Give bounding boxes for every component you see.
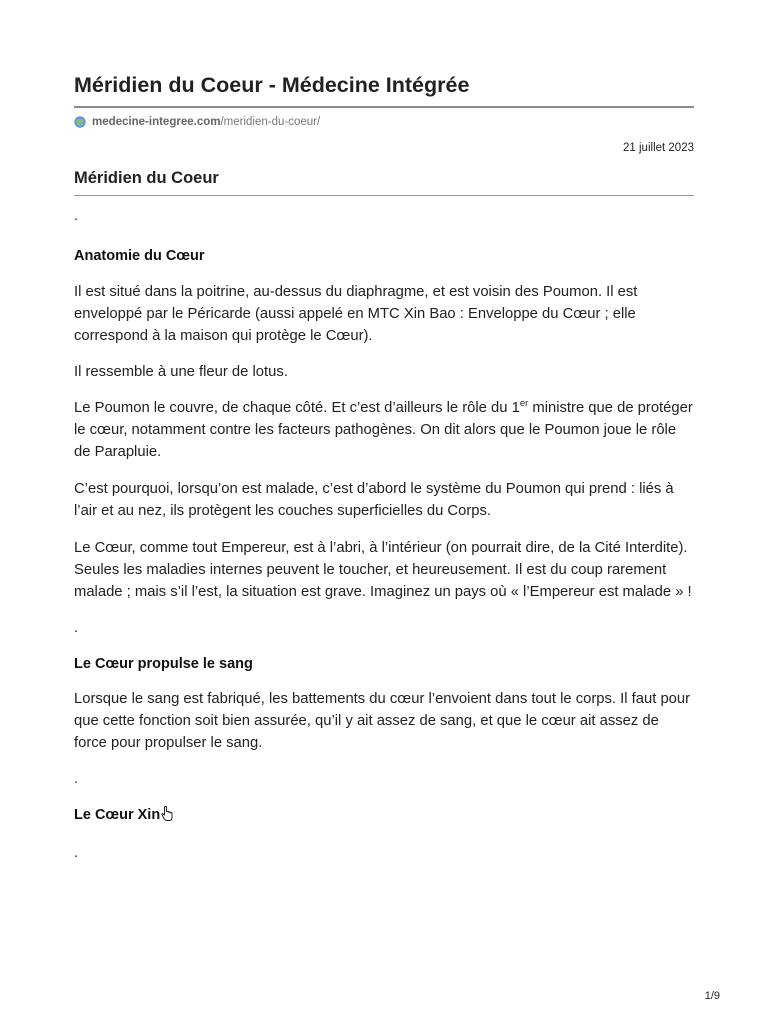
heading-anatomie: Anatomie du Cœur [74,248,205,264]
superscript-er: er [519,398,529,410]
section-title: Méridien du Coeur [74,169,219,187]
section-divider [74,195,694,196]
hand-cursor-icon [161,806,173,822]
paragraph-4: C’est pourquoi, lorsqu’on est malade, c’est d’abord le système du Poumon qui prend : liés à l’air et au nez, ils protègent les couches superficielles du Corps. [74,481,674,519]
source-link[interactable] [74,115,694,129]
page-number: 1/9 [704,990,720,1002]
globe-icon [74,116,86,128]
paragraph-1: Il est situé dans la poitrine, au-dessus du diaphragme, et est voisin des Poumon. Il est enveloppé par le Péricarde (aussi appelé en MTC Xin Bao : Enveloppe du Cœur ; elle correspond à la maison qui protège le Cœur). [74,284,638,344]
paragraph-6: Lorsque le sang est fabriqué, les battements du cœur l’envoient dans tout le corps. Il faut pour que cette fonction soit bien assurée, qu’il y ait assez de sang, et que le cœur ait assez de force pour propulser le sang. [74,691,691,751]
title-divider [74,106,694,108]
separator-dot: . [74,620,79,636]
paragraph-3-end: ministre que de protéger le cœur, notamment contre les facteurs pathogènes. On dit alors que le Poumon joue le rôle de Parapluie. [74,400,693,460]
heading-propulse: Le Cœur propulse le sang [74,656,253,672]
document-date: 21 juillet 2023 [623,142,694,154]
heading-xin [74,804,694,826]
document-title: Méridien du Coeur - Médecine Intégrée [74,73,470,97]
separator-dot: . [74,845,79,861]
heading-xin-text: Le Cœur Xin [74,807,161,823]
source-path: /meridien-du-coeur/ [220,116,321,128]
document-page [74,0,694,864]
paragraph-5: Le Cœur, comme tout Empereur, est à l’abri, à l’intérieur (on pourrait dire, de la Cité Interdite). Seules les maladies internes peuvent le toucher, et heureusement. Il est du coup rarement malade ; mais s’il l’est, la situation est grave. Imaginez un pays où « l’Empereur est malade » ! [74,540,692,600]
source-domain: medecine-integree.com [92,116,221,128]
separator-dot: . [74,771,79,787]
paragraph-3 [74,397,694,463]
paragraph-3-start: Le Poumon le couvre, de chaque côté. Et c’est d’ailleurs le rôle du 1 [74,400,520,416]
paragraph-2: Il ressemble à une fleur de lotus. [74,364,288,380]
separator-dot: . [74,208,79,224]
